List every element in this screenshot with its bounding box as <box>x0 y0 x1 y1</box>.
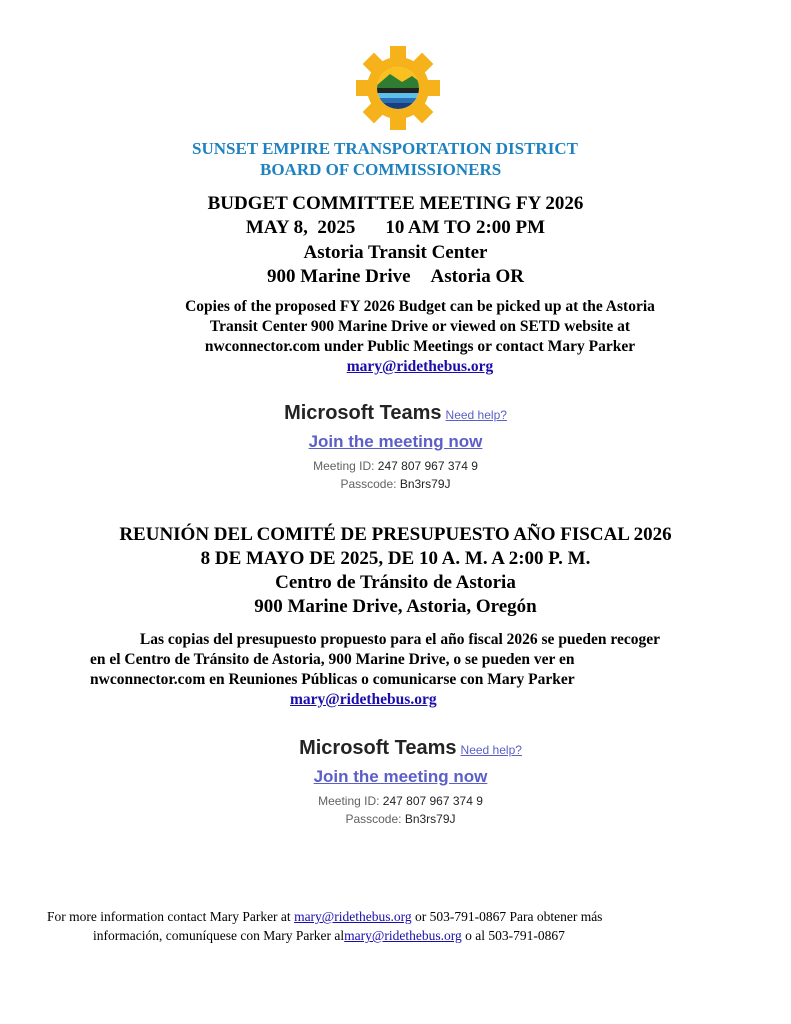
passcode: Passcode: Bn3rs79J <box>345 812 456 826</box>
meeting-title: BUDGET COMMITTEE MEETING FY 2026 <box>207 193 584 214</box>
footer-email-link[interactable]: mary@ridethebus.org <box>294 909 412 924</box>
para-line: Las copias del presupuesto propuesto para el año fiscal 2026 se pueden recoger <box>139 631 661 648</box>
para-line: Copies of the proposed FY 2026 Budget can be picked up at the Astoria <box>185 298 655 315</box>
passcode: Passcode: Bn3rs79J <box>340 477 451 491</box>
setd-logo <box>356 46 440 130</box>
org-name: SUNSET EMPIRE TRANSPORTATION DISTRICT <box>192 139 578 158</box>
need-help-link[interactable]: Need help? <box>460 743 522 757</box>
para-line: nwconnector.com under Public Meetings or contact Mary Parker <box>204 338 636 355</box>
board-name: BOARD OF COMMISSIONERS <box>260 160 502 179</box>
meeting-id: Meeting ID: 247 807 967 374 9 <box>313 459 478 473</box>
para-line: Transit Center 900 Marine Drive or viewed on SETD website at <box>209 318 631 335</box>
budget-paragraph <box>100 297 740 377</box>
para-line: en el Centro de Tránsito de Astoria, 900 Marine Drive, o se pueden ver en <box>90 651 575 668</box>
teams-block <box>0 400 791 493</box>
email-link-es[interactable]: mary@ridethebus.org <box>290 691 437 708</box>
teams-title: Microsoft Teams <box>284 402 442 424</box>
meeting-title-es: REUNIÓN DEL COMITÉ DE PRESUPUESTO AÑO FISCAL 2026 <box>119 524 672 545</box>
para-line: nwconnector.com en Reuniones Públicas o comunicarse con Mary Parker <box>90 671 575 688</box>
join-meeting-link[interactable]: Join the meeting now <box>313 767 488 786</box>
meeting-location-es: Centro de Tránsito de Astoria <box>275 572 516 593</box>
meeting-date: MAY 8, 2025 <box>245 217 356 238</box>
teams-block-es <box>0 735 791 828</box>
meeting-date-time-es: 8 DE MAYO DE 2025, DE 10 A. M. A 2:00 P. M. <box>200 548 591 569</box>
join-meeting-link[interactable]: Join the meeting now <box>308 432 483 451</box>
city: Astoria OR <box>430 266 524 287</box>
meeting-location: Astoria Transit Center <box>303 242 488 263</box>
meeting-id: Meeting ID: 247 807 967 374 9 <box>318 794 483 808</box>
meeting-time: 10 AM TO 2:00 PM <box>385 217 546 238</box>
budget-paragraph-es <box>70 630 730 710</box>
email-link[interactable]: mary@ridethebus.org <box>346 358 494 375</box>
meeting-address-es: 900 Marine Drive, Astoria, Oregón <box>254 596 537 617</box>
teams-title: Microsoft Teams <box>299 737 457 759</box>
meeting-date-time <box>0 216 791 239</box>
meeting-address <box>0 265 791 288</box>
footer-line-2: información, comuníquese con Mary Parker almary@ridethebus.org o al 503-791-0867 <box>93 928 565 943</box>
footer-email-link[interactable]: mary@ridethebus.org <box>344 928 462 943</box>
footer-line-1: For more information contact Mary Parker at mary@ridethebus.org or 503-791-0867 Para obtener más <box>47 909 603 924</box>
address: 900 Marine Drive <box>267 266 411 287</box>
need-help-link[interactable]: Need help? <box>445 408 507 422</box>
